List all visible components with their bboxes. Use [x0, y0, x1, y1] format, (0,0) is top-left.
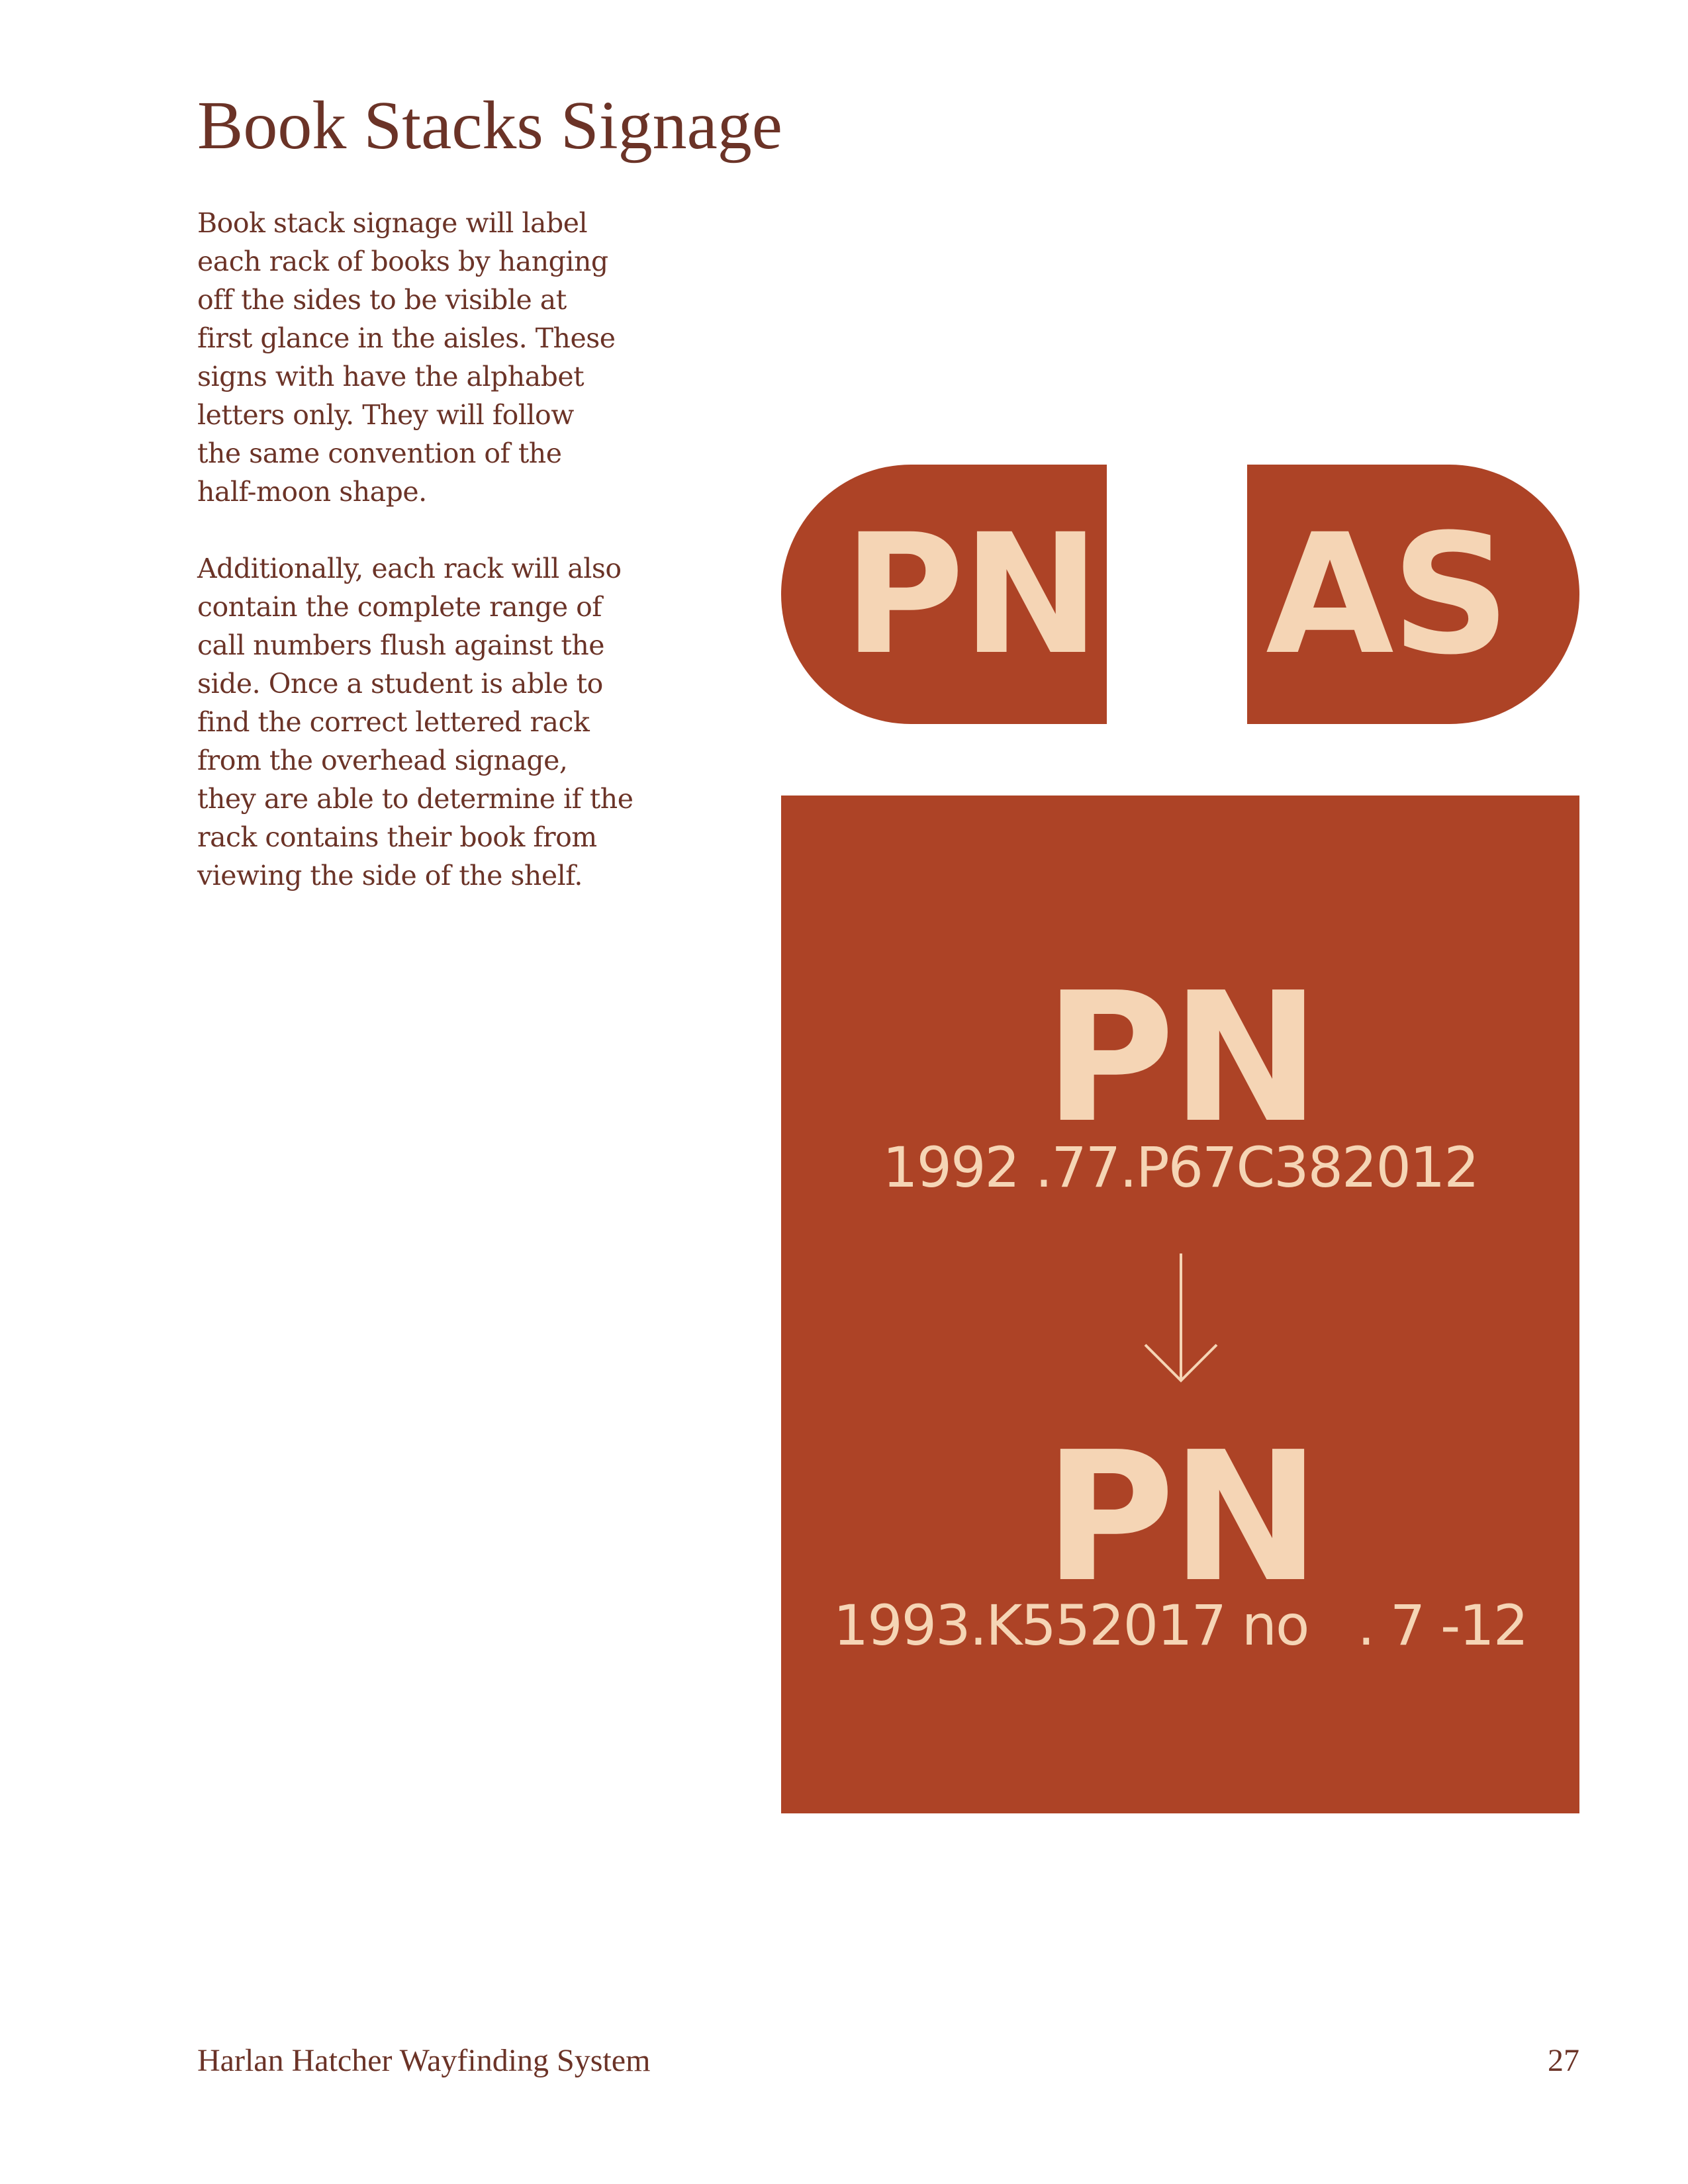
detail-paragraph: Additionally, each rack will also contain the complete range of call numbers flush against the side. Once a student is able to find the correct lettered rack from the overhead signage, they are able to determine if the rack contains their book from viewing the side of the shelf. [197, 553, 633, 891]
half-moon-sign-left [781, 465, 1107, 724]
range-start-call-number: 1992 .77.P67C382012 [882, 1135, 1478, 1200]
page-number: 27 [1548, 2043, 1579, 2078]
half-moon-sign-right [1247, 465, 1579, 724]
footer-title: Harlan Hatcher Wayfinding System [197, 2043, 651, 2078]
page-title: Book Stacks Signage [197, 87, 782, 163]
range-start-letters: PN [1044, 954, 1317, 1162]
body-text [197, 204, 647, 895]
range-end-letters: PN [1044, 1413, 1317, 1621]
intro-paragraph: Book stack signage will label each rack of books by hanging off the sides to be visible at first glance in the aisles. These signs with have the alphabet letters only. They will follow the same convention of the half-moon shape. [197, 207, 616, 508]
sign-letters: PN [843, 498, 1098, 691]
arrow-down-icon [1141, 1253, 1221, 1386]
range-end-call-number: 1993.K552017 no . 7 -12 [833, 1593, 1528, 1658]
sign-letters: AS [1266, 498, 1508, 691]
shelf-side-panel [781, 796, 1579, 1813]
